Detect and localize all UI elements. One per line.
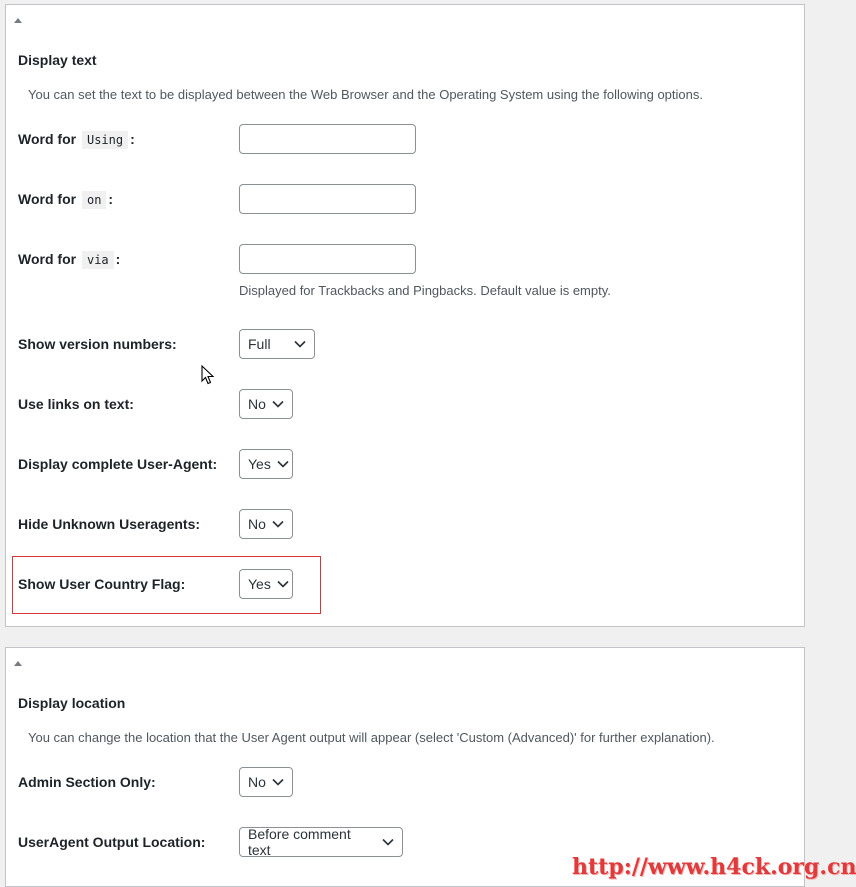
show-version-numbers-select[interactable]: Full [239,329,315,359]
use-links-label: Use links on text: [18,396,134,412]
complete-ua-label: Display complete User-Agent: [18,456,218,472]
word-on-label: Word for on : [18,191,114,207]
show-version-numbers-label: Show version numbers: [18,336,177,352]
collapse-toggle-icon[interactable] [12,658,24,670]
chevron-down-icon [382,838,394,846]
chevron-down-icon [272,520,284,528]
section-description: You can change the location that the User Agent output will appear (select 'Custom (Advanced)' for further explanation). [28,730,715,745]
display-location-panel [5,647,805,887]
hide-unknown-label: Hide Unknown Useragents: [18,516,201,532]
admin-only-select[interactable]: No [239,767,293,797]
watermark-text: http://www.h4ck.org.cn [572,854,856,880]
country-flag-select[interactable]: Yes [239,569,293,599]
word-via-label: Word for via : [18,251,121,267]
output-location-label: UserAgent Output Location: [18,834,206,850]
admin-only-label: Admin Section Only: [18,774,156,790]
code-on: on [82,191,106,209]
use-links-select[interactable]: No [239,389,293,419]
word-via-help: Displayed for Trackbacks and Pingbacks. Default value is empty. [239,283,611,298]
code-using: Using [82,131,128,149]
section-title: Display location [18,695,126,711]
section-description: You can set the text to be displayed between the Web Browser and the Operating System using the following options. [28,87,703,102]
chevron-down-icon [277,460,289,468]
word-using-label: Word for Using : [18,131,135,147]
country-flag-label: Show User Country Flag: [18,576,186,592]
word-via-input[interactable] [239,244,416,274]
collapse-toggle-icon[interactable] [12,15,24,27]
hide-unknown-select[interactable]: No [239,509,293,539]
section-title: Display text [18,52,97,68]
code-via: via [82,251,114,269]
chevron-down-icon [294,340,306,348]
chevron-down-icon [272,778,284,786]
display-text-panel [5,4,805,627]
chevron-down-icon [277,580,289,588]
word-on-input[interactable] [239,184,416,214]
complete-ua-select[interactable]: Yes [239,449,293,479]
output-location-select[interactable]: Before comment text [239,827,403,857]
chevron-down-icon [272,400,284,408]
mouse-cursor-icon [201,365,215,388]
word-using-input[interactable] [239,124,416,154]
